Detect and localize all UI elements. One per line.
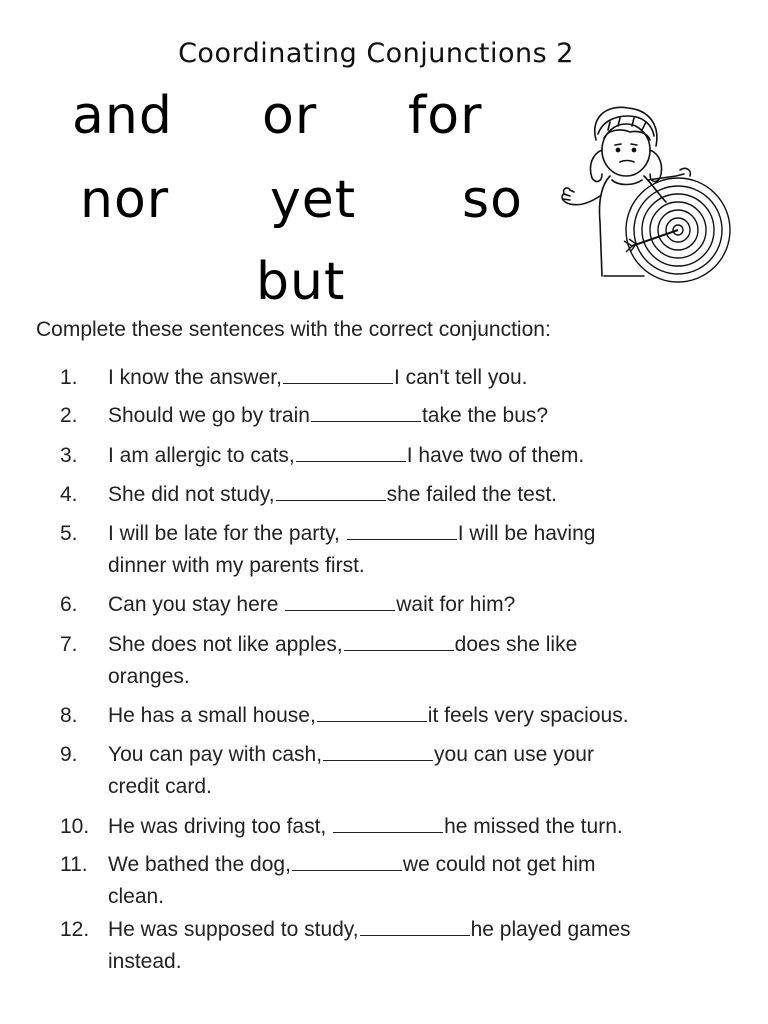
answer-blank[interactable]	[317, 720, 427, 722]
sentence-end: we could not get him	[402, 853, 596, 876]
sentence-continuation: clean.	[108, 885, 165, 908]
item-sentence	[108, 700, 708, 732]
sentence-continuation: oranges.	[108, 665, 190, 688]
sentence-start: He was supposed to study,	[108, 918, 359, 941]
item-number: 4.	[60, 483, 78, 506]
item-number: 12.	[60, 918, 90, 941]
conjunction-word: or	[262, 86, 318, 146]
sentence-end: does she like	[454, 633, 578, 656]
item-number: 6.	[60, 593, 78, 616]
sentence-start: He has a small house,	[108, 704, 316, 727]
sentence-start: Can you stay here	[108, 593, 285, 616]
answer-blank[interactable]	[323, 759, 433, 761]
sentence-end: it feels very spacious.	[427, 704, 629, 727]
item-number: 10.	[60, 815, 90, 838]
item-sentence	[108, 629, 708, 693]
sentence-continuation: credit card.	[108, 775, 212, 798]
item-number: 3.	[60, 444, 78, 467]
sentence-start: We bathed the dog,	[108, 853, 291, 876]
sentence-end: wait for him?	[396, 593, 516, 616]
item-sentence	[108, 849, 708, 913]
item-sentence	[108, 400, 708, 432]
item-sentence	[108, 479, 708, 511]
item-number: 1.	[60, 366, 78, 389]
item-sentence	[108, 739, 708, 803]
item-sentence	[108, 362, 708, 394]
sentence-end: I can't tell you.	[393, 366, 528, 389]
sentence-start: He was driving too fast,	[108, 815, 333, 838]
answer-blank[interactable]	[292, 869, 402, 871]
conjunction-word: but	[256, 252, 346, 312]
item-sentence	[108, 914, 708, 978]
conjunction-word: so	[462, 170, 523, 230]
sentence-start: I will be late for the party,	[108, 522, 346, 545]
sentence-start: Should we go by train	[108, 404, 310, 427]
sentence-start: I am allergic to cats,	[108, 444, 295, 467]
sentence-start: She does not like apples,	[108, 633, 343, 656]
sentence-end: I have two of them.	[406, 444, 585, 467]
item-sentence	[108, 518, 708, 582]
sentence-end: he missed the turn.	[444, 815, 623, 838]
answer-blank[interactable]	[285, 609, 395, 611]
answer-blank[interactable]	[344, 649, 454, 651]
item-number: 11.	[60, 853, 88, 876]
conjunction-word: for	[408, 86, 483, 146]
answer-blank[interactable]	[311, 420, 421, 422]
sentence-start: She did not study,	[108, 483, 275, 506]
answer-blank[interactable]	[360, 934, 470, 936]
sentence-start: You can pay with cash,	[108, 743, 323, 766]
answer-blank[interactable]	[296, 460, 406, 462]
sentence-continuation: dinner with my parents first.	[108, 554, 365, 577]
answer-blank[interactable]	[283, 382, 393, 384]
item-number: 8.	[60, 704, 78, 727]
item-sentence	[108, 440, 708, 472]
item-sentence	[108, 811, 708, 843]
conjunction-word: yet	[270, 170, 357, 230]
sentence-end: take the bus?	[421, 404, 549, 427]
sentence-continuation: instead.	[108, 950, 182, 973]
sentence-start: I know the answer,	[108, 366, 282, 389]
conjunction-word: nor	[80, 170, 170, 230]
item-number: 5.	[60, 522, 78, 545]
sentence-end: I will be having	[457, 522, 596, 545]
answer-blank[interactable]	[333, 831, 443, 833]
answer-blank[interactable]	[347, 538, 457, 540]
girl-with-target-illustration	[548, 100, 738, 285]
answer-blank[interactable]	[276, 499, 386, 501]
item-number: 2.	[60, 404, 78, 427]
sentence-end: you can use your	[434, 743, 594, 766]
instruction-text: Complete these sentences with the correct conjunction:	[36, 318, 551, 341]
item-number: 9.	[60, 743, 78, 766]
item-sentence	[108, 589, 708, 621]
sentence-end: he played games	[470, 918, 631, 941]
sentence-end: she failed the test.	[386, 483, 558, 506]
item-number: 7.	[60, 633, 78, 656]
conjunction-word: and	[72, 86, 173, 146]
worksheet-title: Coordinating Conjunctions 2	[178, 38, 574, 69]
